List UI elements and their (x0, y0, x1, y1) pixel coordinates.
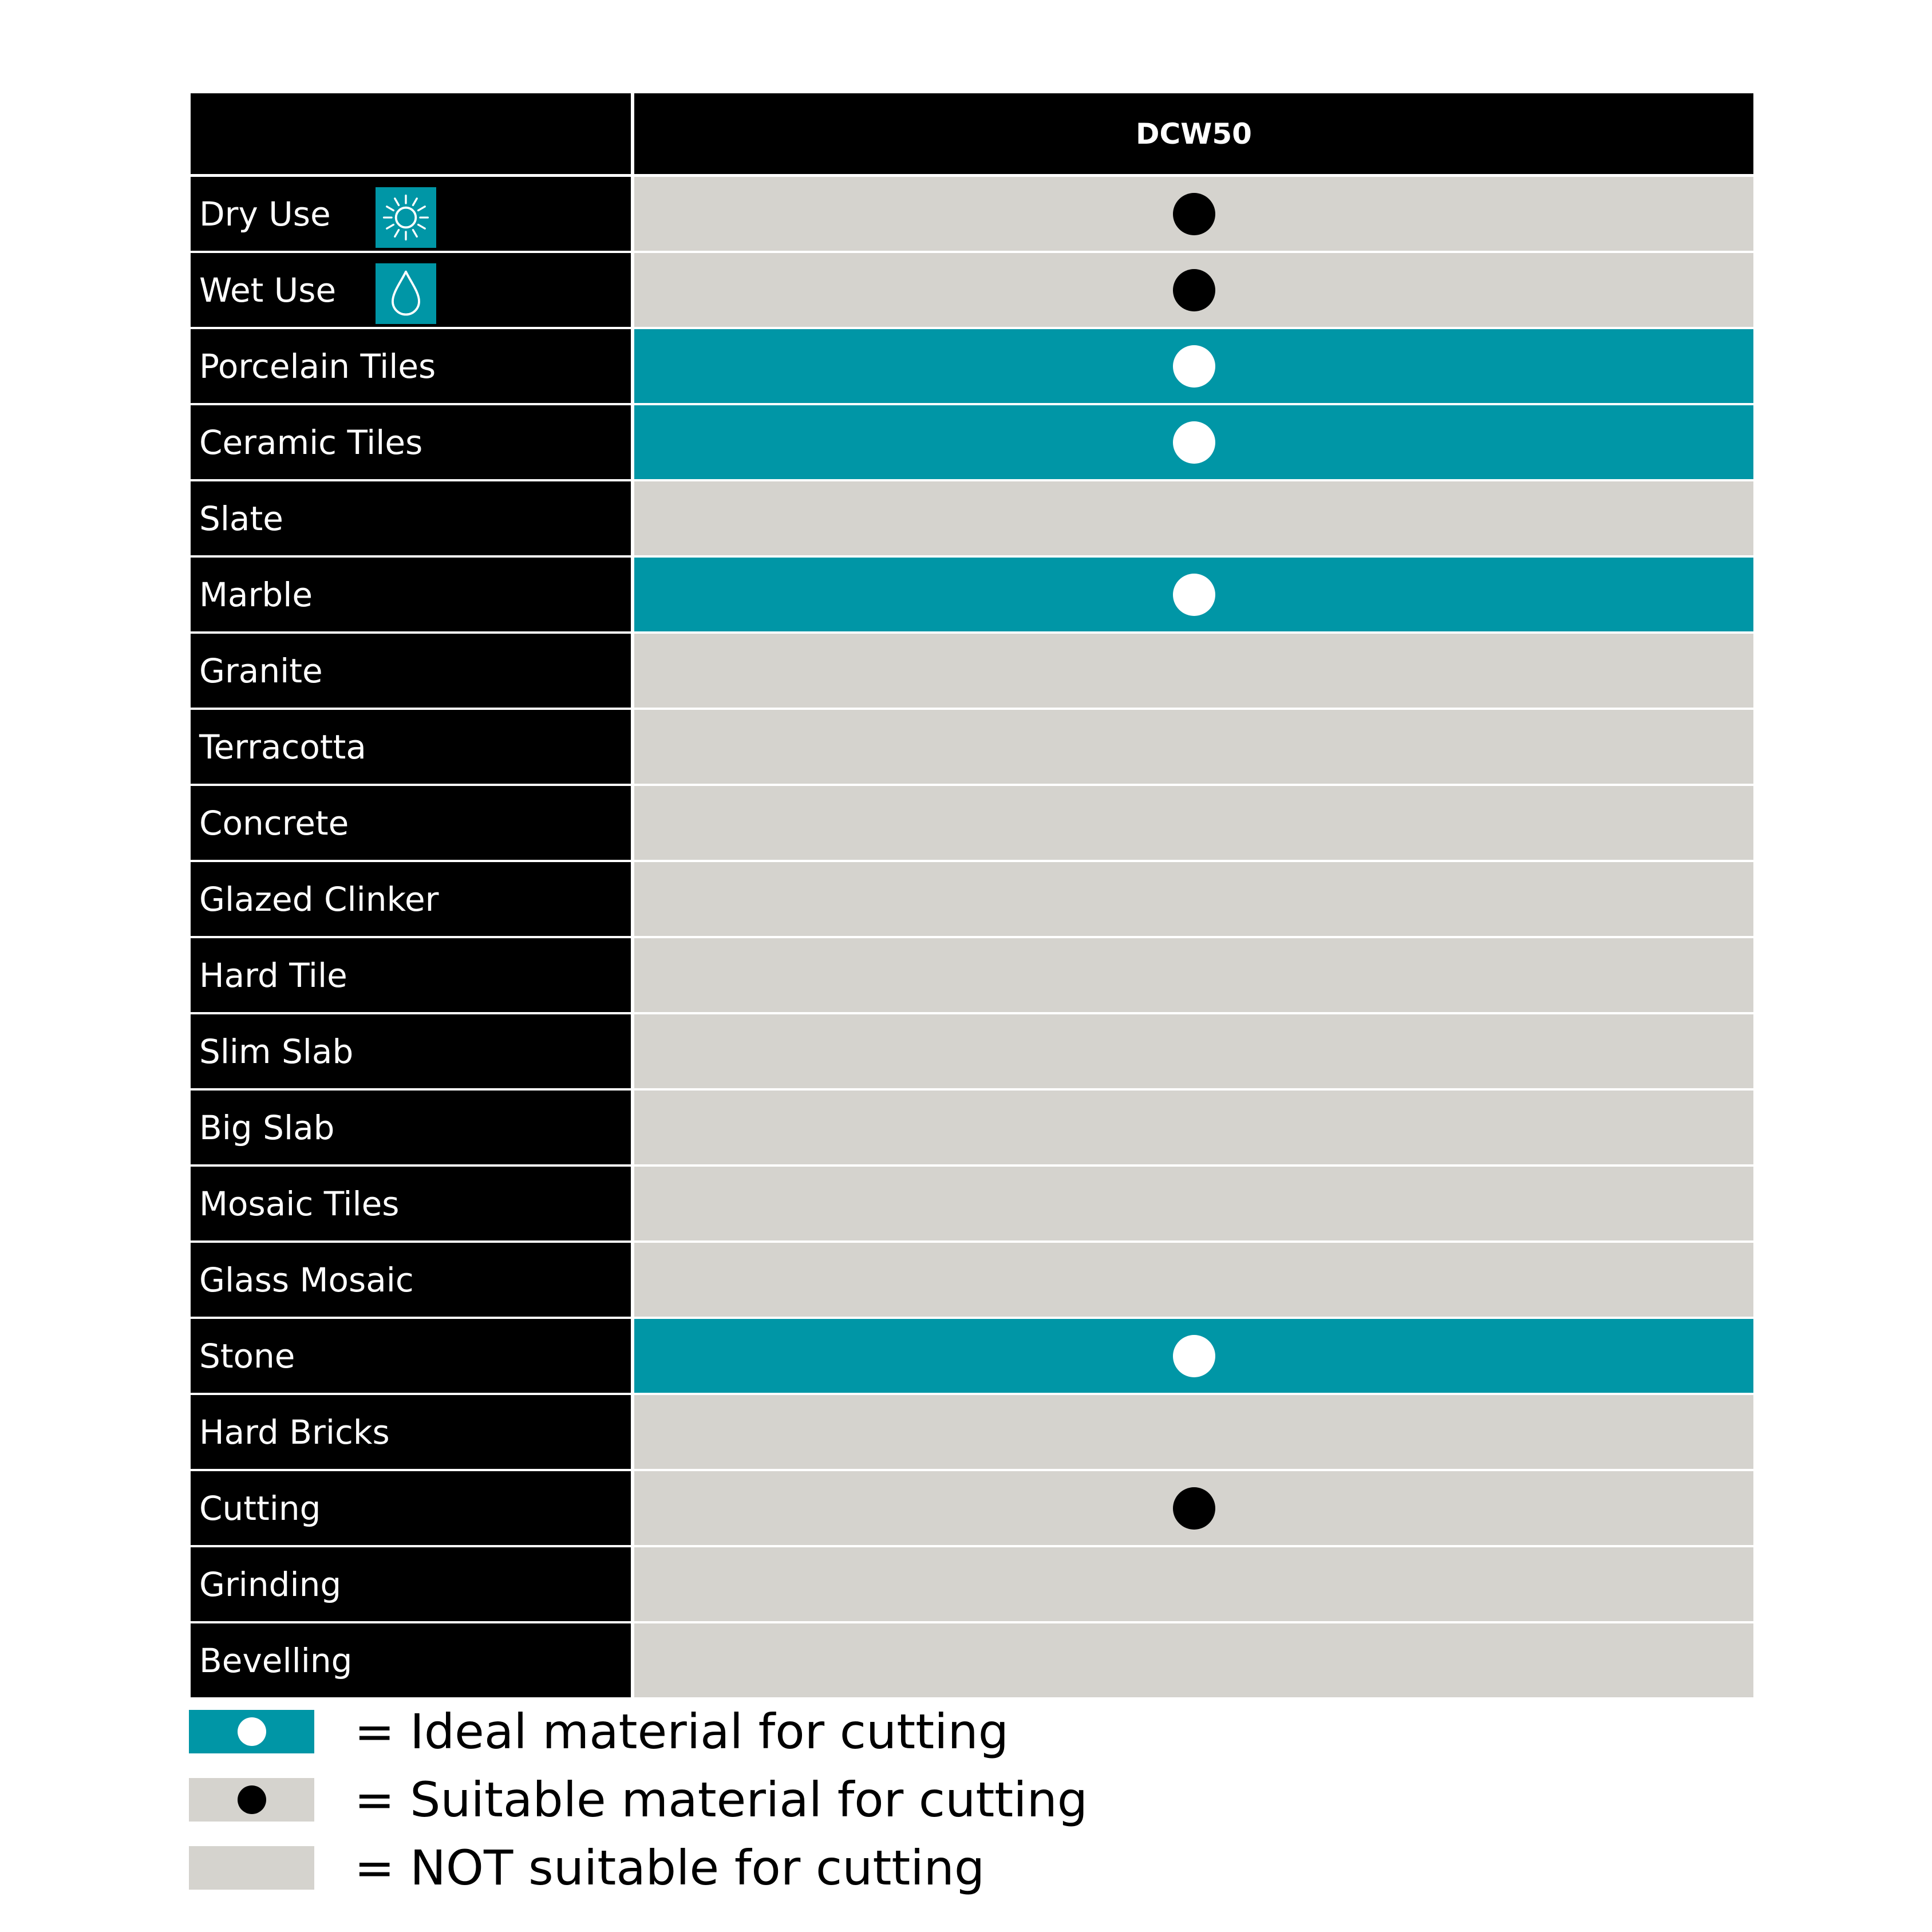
rating-cell (634, 938, 1753, 1012)
row-label-text: Stone (199, 1336, 295, 1376)
table-header-row (191, 93, 1753, 174)
row-label-text: Granite (199, 651, 323, 690)
legend-swatch (189, 1846, 314, 1890)
row-label (191, 1014, 631, 1088)
legend-text: = Ideal material for cutting (354, 1703, 1009, 1760)
table-row (191, 1014, 1753, 1088)
row-label (191, 1395, 631, 1469)
row-label-text: Big Slab (199, 1108, 335, 1147)
row-label-text: Porcelain Tiles (199, 346, 436, 386)
row-label-text: Mosaic Tiles (199, 1184, 400, 1223)
rating-cell (634, 1014, 1753, 1088)
row-label (191, 710, 631, 784)
rating-cell (634, 253, 1753, 327)
legend-item (189, 1765, 1088, 1834)
compatibility-table (191, 93, 1753, 1700)
table-row (191, 1471, 1753, 1545)
rating-cell (634, 1091, 1753, 1164)
legend-text: = NOT suitable for cutting (354, 1839, 985, 1896)
row-label (191, 1091, 631, 1164)
table-row (191, 862, 1753, 936)
suitable-dot (1173, 269, 1215, 311)
row-label (191, 1319, 631, 1393)
rating-cell (634, 1319, 1753, 1393)
table-row (191, 1623, 1753, 1697)
table-row (191, 253, 1753, 327)
ideal-dot (1173, 1335, 1215, 1377)
row-label (191, 938, 631, 1012)
rating-cell (634, 634, 1753, 708)
row-label-text: Hard Bricks (199, 1412, 390, 1452)
row-label-text: Grinding (199, 1564, 342, 1604)
rating-cell (634, 710, 1753, 784)
legend-item (189, 1697, 1088, 1765)
rating-cell (634, 481, 1753, 555)
rating-cell (634, 1243, 1753, 1317)
row-label-text: Terracotta (199, 727, 366, 767)
ideal-dot (1173, 345, 1215, 388)
table-row (191, 481, 1753, 555)
row-label-text: Ceramic Tiles (199, 422, 423, 462)
table-row (191, 710, 1753, 784)
rating-cell (634, 1547, 1753, 1621)
row-label (191, 405, 631, 479)
row-label-text: Glazed Clinker (199, 879, 439, 919)
table-row (191, 634, 1753, 708)
row-label (191, 558, 631, 631)
legend-item (189, 1834, 1088, 1902)
row-label (191, 1547, 631, 1621)
suitable-dot (1173, 193, 1215, 235)
row-label-text: Slate (199, 499, 283, 538)
row-label-text: Glass Mosaic (199, 1260, 414, 1299)
table-row (191, 329, 1753, 403)
suitable-dot (1173, 1487, 1215, 1530)
row-label (191, 329, 631, 403)
row-label (191, 253, 631, 327)
ideal-dot (1173, 421, 1215, 464)
table-row (191, 938, 1753, 1012)
table-row (191, 1243, 1753, 1317)
row-label-text: Wet Use (199, 270, 337, 310)
row-label (191, 634, 631, 708)
row-label-text: Cutting (199, 1488, 321, 1528)
table-row (191, 1547, 1753, 1621)
table-row (191, 1395, 1753, 1469)
header-label-cell (191, 93, 631, 174)
rating-cell (634, 786, 1753, 860)
row-label-text: Bevelling (199, 1641, 353, 1680)
table-row (191, 558, 1753, 631)
table-row (191, 786, 1753, 860)
sun-icon (376, 187, 436, 248)
water-drop-icon (376, 263, 436, 324)
rating-cell (634, 177, 1753, 251)
row-label-text: Concrete (199, 803, 349, 843)
row-label-text: Dry Use (199, 194, 331, 234)
row-label (191, 786, 631, 860)
rating-cell (634, 405, 1753, 479)
rating-cell (634, 1623, 1753, 1697)
row-label-text: Hard Tile (199, 955, 347, 995)
legend-swatch (189, 1778, 314, 1822)
table-row (191, 177, 1753, 251)
row-label (191, 177, 631, 251)
rating-cell (634, 862, 1753, 936)
rating-cell (634, 558, 1753, 631)
rating-cell (634, 1395, 1753, 1469)
table-row (191, 1167, 1753, 1240)
row-label (191, 1167, 631, 1240)
ideal-dot (1173, 574, 1215, 616)
table-row (191, 405, 1753, 479)
row-label (191, 1623, 631, 1697)
rating-cell (634, 1471, 1753, 1545)
row-label (191, 1471, 631, 1545)
legend-swatch (189, 1710, 314, 1753)
legend (189, 1697, 1088, 1902)
row-label (191, 1243, 631, 1317)
row-label (191, 862, 631, 936)
row-label (191, 481, 631, 555)
rating-cell (634, 329, 1753, 403)
header-model-cell: DCW50 (634, 93, 1753, 174)
row-label-text: Marble (199, 575, 313, 614)
row-label-text: Slim Slab (199, 1032, 354, 1071)
suitable-dot (238, 1785, 266, 1814)
legend-text: = Suitable material for cutting (354, 1771, 1088, 1828)
table-row (191, 1319, 1753, 1393)
ideal-dot (238, 1717, 266, 1746)
rating-cell (634, 1167, 1753, 1240)
table-row (191, 1091, 1753, 1164)
